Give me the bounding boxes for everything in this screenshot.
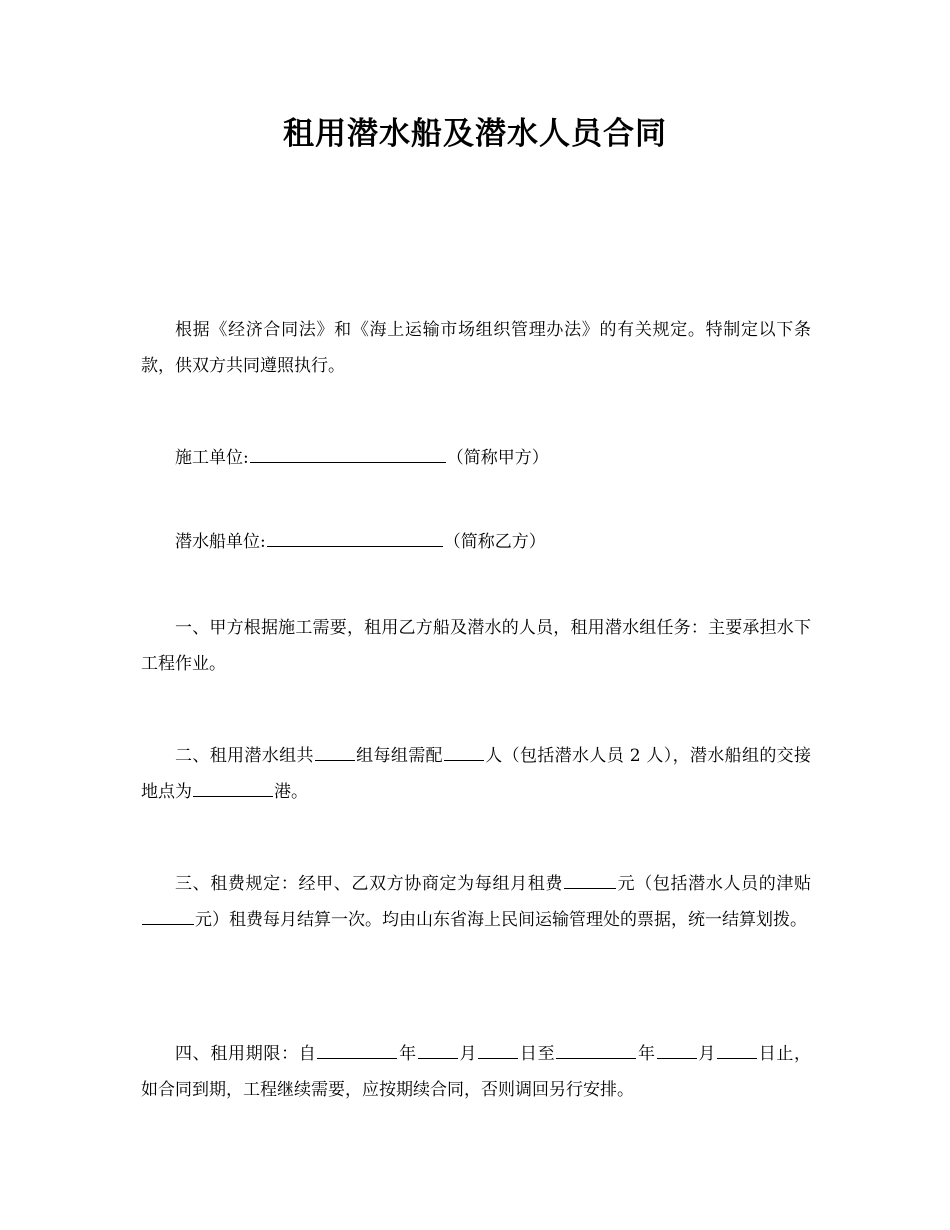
clause-2-text-2: 组每组需配 [355, 746, 443, 766]
clause-3-text-1: 三、租费规定：经甲、乙双方协商定为每组月租费 [175, 874, 563, 894]
party-a-blank[interactable] [250, 445, 446, 463]
intro-paragraph: 根据《经济合同法》和《海上运输市场组织管理办法》的有关规定。特制定以下条款，供双方共同遵照执行。 [141, 320, 811, 376]
party-a-label: 施工单位: [175, 448, 249, 468]
clause-1-paragraph: 一、甲方根据施工需要，租用乙方船及潜水的人员，租用潜水组任务：主要承担水下工程作业。 [141, 618, 811, 674]
document-title: 租用潜水船及潜水人员合同 [283, 116, 667, 152]
allowance-blank[interactable] [142, 907, 194, 925]
party-b-line [141, 524, 811, 560]
start-month-blank[interactable] [418, 1041, 458, 1059]
clause-4-paragraph [141, 1036, 811, 1108]
start-day-blank[interactable] [478, 1041, 518, 1059]
party-a-suffix: （简称甲方） [446, 448, 549, 468]
clause-2-text-4: 港。 [274, 782, 308, 802]
clause-4-text-5: 年 [637, 1044, 656, 1064]
clause-4-text-3: 月 [458, 1044, 478, 1064]
clause-2-text-3: 人（包括潜水人员 2 人），潜水船组的交接地点为 [141, 746, 812, 802]
clause-4-text-4: 日至 [519, 1044, 556, 1064]
clause-2-text-1: 二、租用潜水组共 [175, 746, 314, 766]
clause-4-text-2: 年 [398, 1044, 417, 1064]
party-a-line [141, 440, 811, 476]
party-b-label: 潜水船单位: [175, 532, 266, 552]
end-year-blank[interactable] [556, 1041, 636, 1059]
clause-4-text-7: 日止，如合同到期，工程继续需要，应按期续合同，否则调回另行安排。 [141, 1044, 812, 1100]
clause-2-paragraph [141, 738, 811, 810]
end-day-blank[interactable] [717, 1041, 757, 1059]
clause-4-text-1: 四、租用期限：自 [175, 1044, 317, 1064]
monthly-fee-blank[interactable] [564, 871, 616, 889]
party-b-suffix: （简称乙方） [443, 532, 546, 552]
group-count-blank[interactable] [315, 743, 355, 761]
clause-3-text-3: 元）租费每月结算一次。均由山东省海上民间运输管理处的票据，统一结算划拨。 [195, 910, 807, 930]
party-b-blank[interactable] [267, 529, 443, 547]
port-blank[interactable] [193, 779, 273, 797]
clause-3-text-2: 元（包括潜水人员的津贴 [617, 874, 811, 894]
people-count-blank[interactable] [444, 743, 484, 761]
end-month-blank[interactable] [657, 1041, 697, 1059]
clause-3-paragraph [141, 866, 811, 938]
start-year-blank[interactable] [317, 1041, 397, 1059]
clause-4-text-6: 月 [697, 1044, 717, 1064]
